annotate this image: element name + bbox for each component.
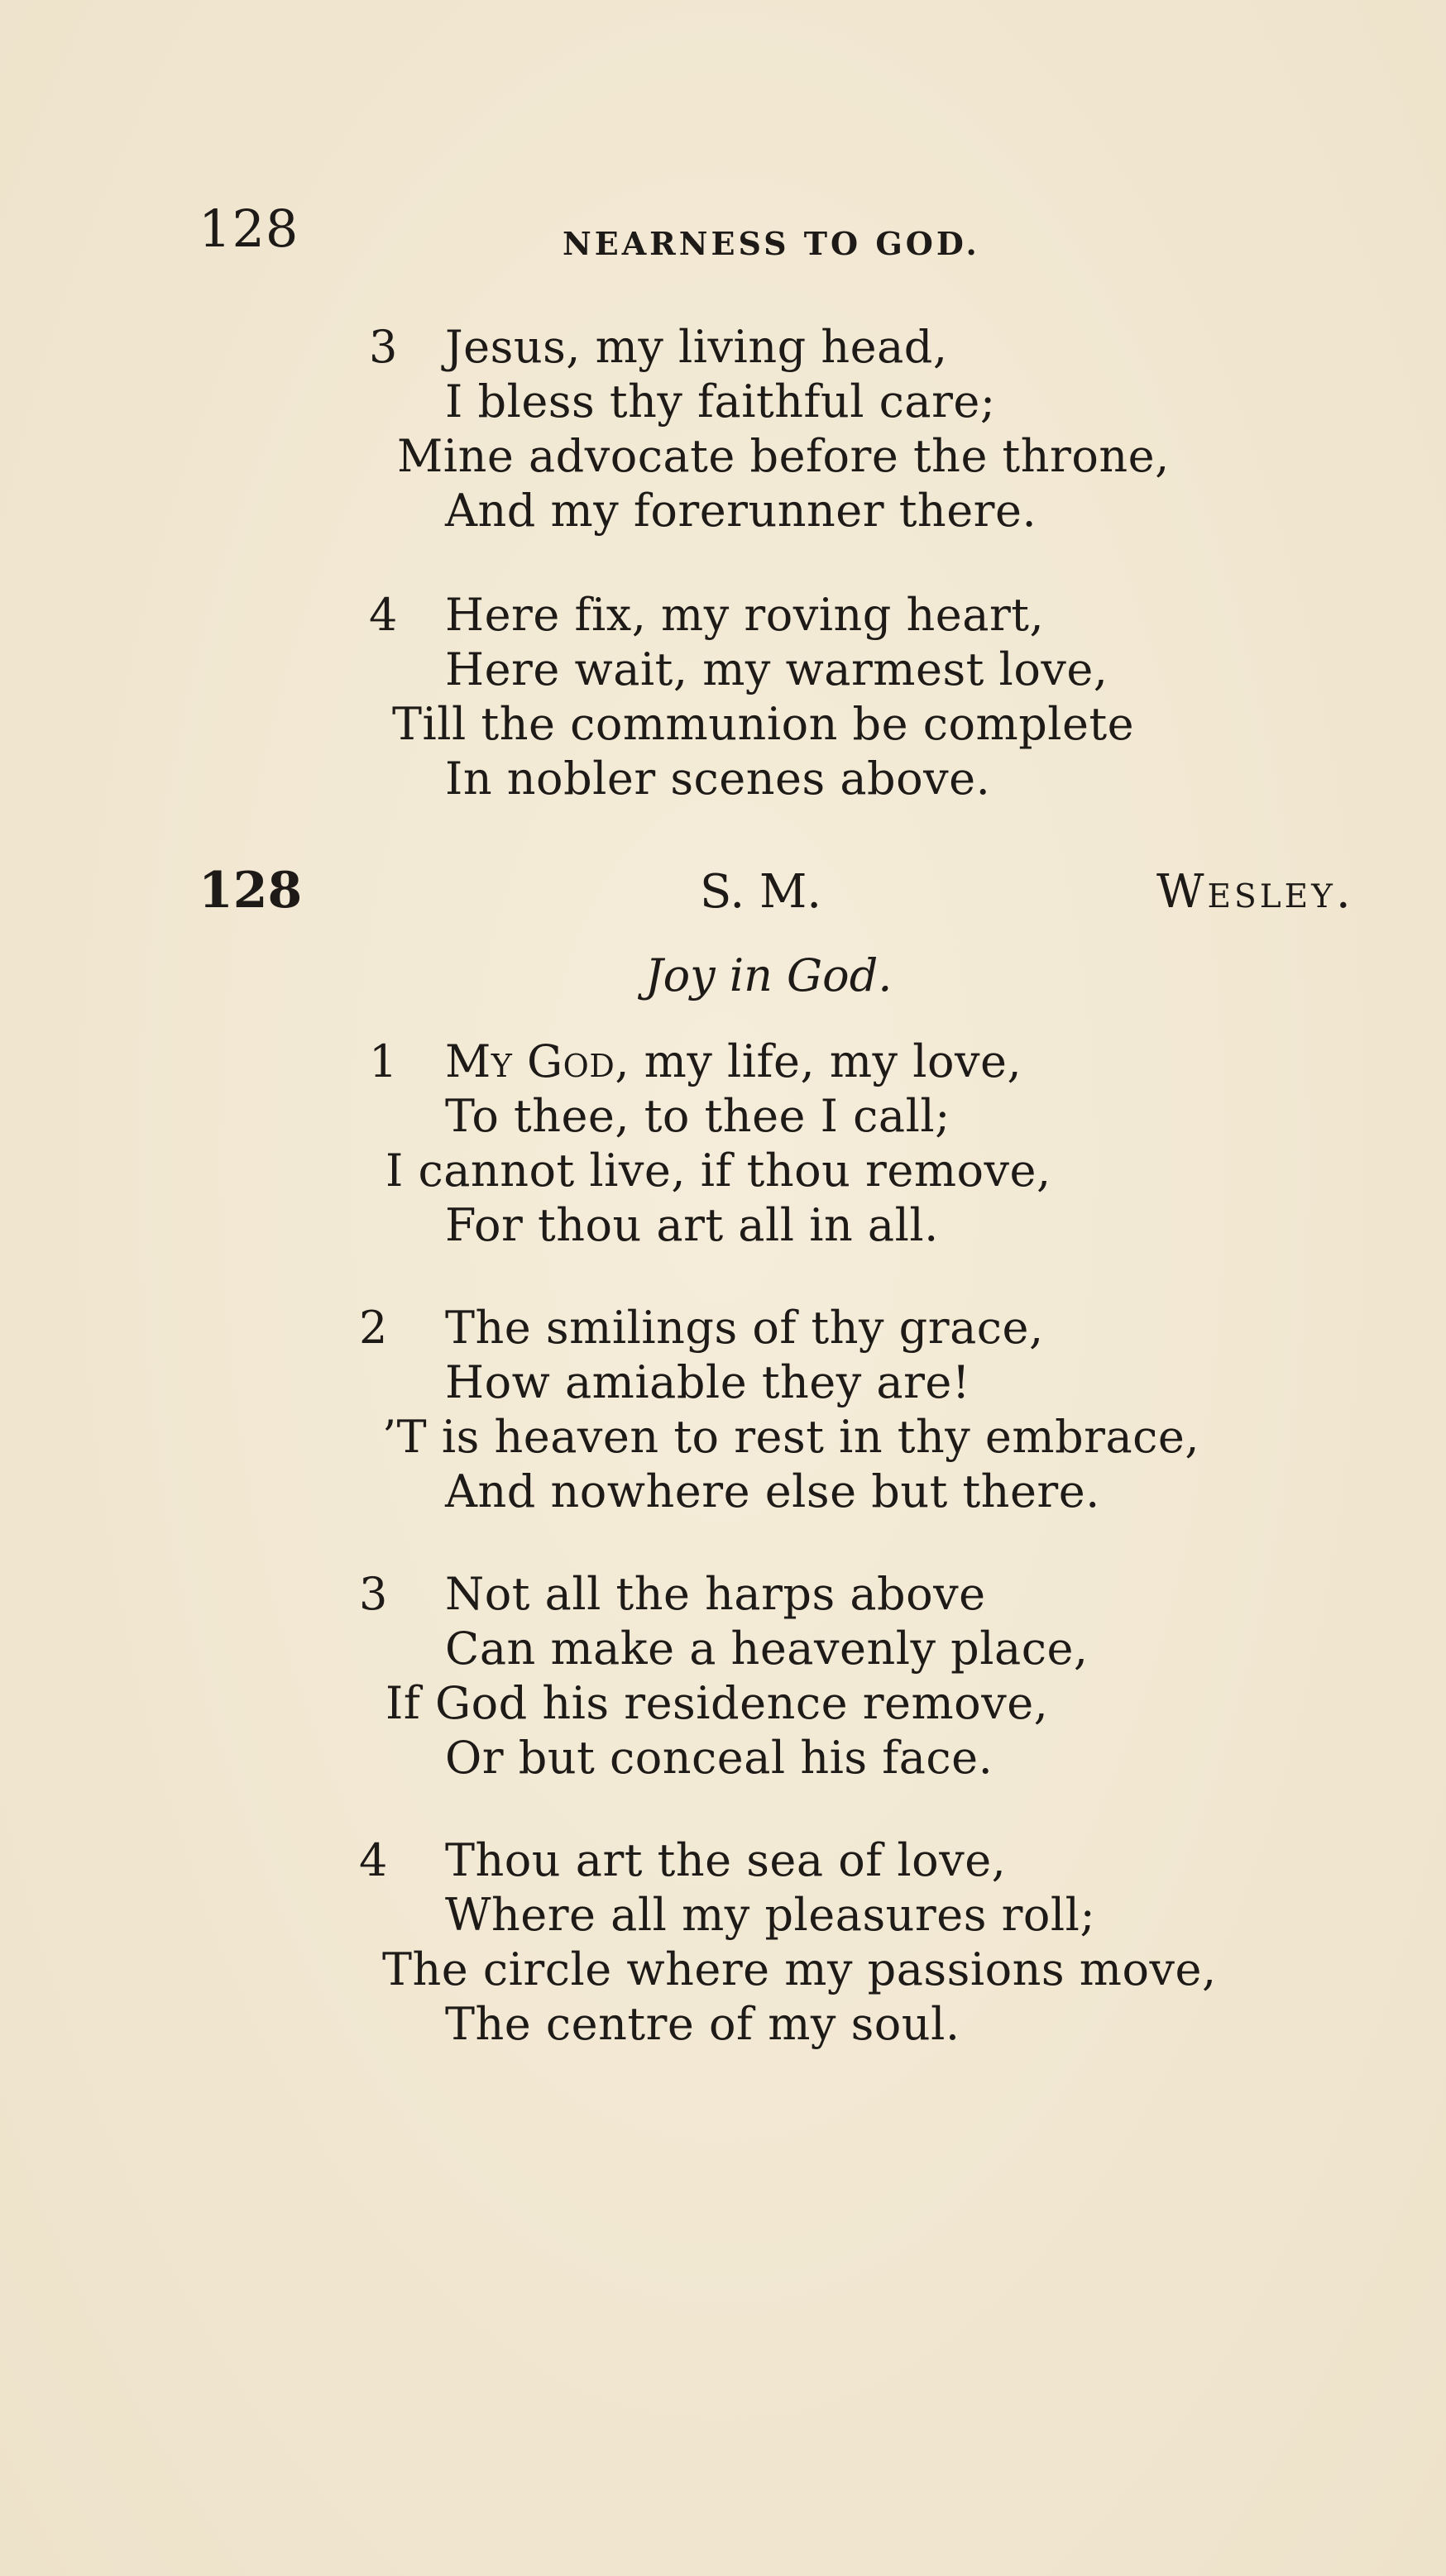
hymn-title: Joy in God.: [645, 949, 893, 1001]
verse-line: Where all my pleasures roll;: [445, 1889, 1096, 1941]
hymn-author: Wesley.: [1156, 865, 1354, 919]
verse-line: Here wait, my warmest love,: [445, 643, 1108, 695]
verse-line: I cannot live, if thou remove,: [385, 1145, 1051, 1197]
verse-line: Here fix, my roving heart,: [445, 589, 1045, 641]
verse-line: And nowhere else but there.: [445, 1465, 1100, 1517]
verse-line: Not all the harps above: [445, 1568, 986, 1620]
hymn-meter: S. M.: [700, 865, 822, 919]
verse-line: In nobler scenes above.: [445, 753, 991, 805]
verse-first-words: My God: [445, 1035, 615, 1087]
verse-line: The centre of my soul.: [445, 1998, 960, 2050]
verse-line: Mine advocate before the throne,: [397, 430, 1170, 482]
verse-number: 4: [359, 1834, 388, 1886]
verse-number: 3: [359, 1568, 388, 1620]
verse-line: Thou art the sea of love,: [445, 1834, 1007, 1886]
hymn-number: 128: [199, 862, 303, 920]
verse-number: 4: [369, 589, 398, 641]
running-title: NEARNESS TO GOD.: [563, 225, 980, 262]
verse-line: Till the communion be complete: [392, 698, 1135, 750]
verse-line: Or but conceal his face.: [445, 1732, 994, 1784]
verse-line: If God his residence remove,: [385, 1677, 1049, 1729]
page-number: 128: [199, 198, 299, 259]
verse-line: ’T is heaven to rest in thy embrace,: [382, 1411, 1200, 1463]
verse-line: To thee, to thee I call;: [445, 1090, 950, 1142]
verse-line: [445, 1035, 1022, 1087]
verse-line: Can make a heavenly place,: [445, 1623, 1089, 1675]
verse-line: Jesus, my living head,: [445, 321, 948, 373]
verse-line: For thou art all in all.: [445, 1199, 939, 1251]
verse-number: 2: [359, 1302, 388, 1354]
verse-line: And my forerunner there.: [445, 485, 1037, 537]
verse-number: 1: [369, 1035, 398, 1087]
verse-line: The circle where my passions move,: [382, 1943, 1217, 1995]
verse-number: 3: [369, 321, 398, 373]
verse-line: The smilings of thy grace,: [445, 1302, 1044, 1354]
verse-line-rest: , my life, my love,: [615, 1035, 1022, 1087]
verse-line: How amiable they are!: [445, 1356, 971, 1408]
verse-line: I bless thy faithful care;: [445, 375, 996, 428]
